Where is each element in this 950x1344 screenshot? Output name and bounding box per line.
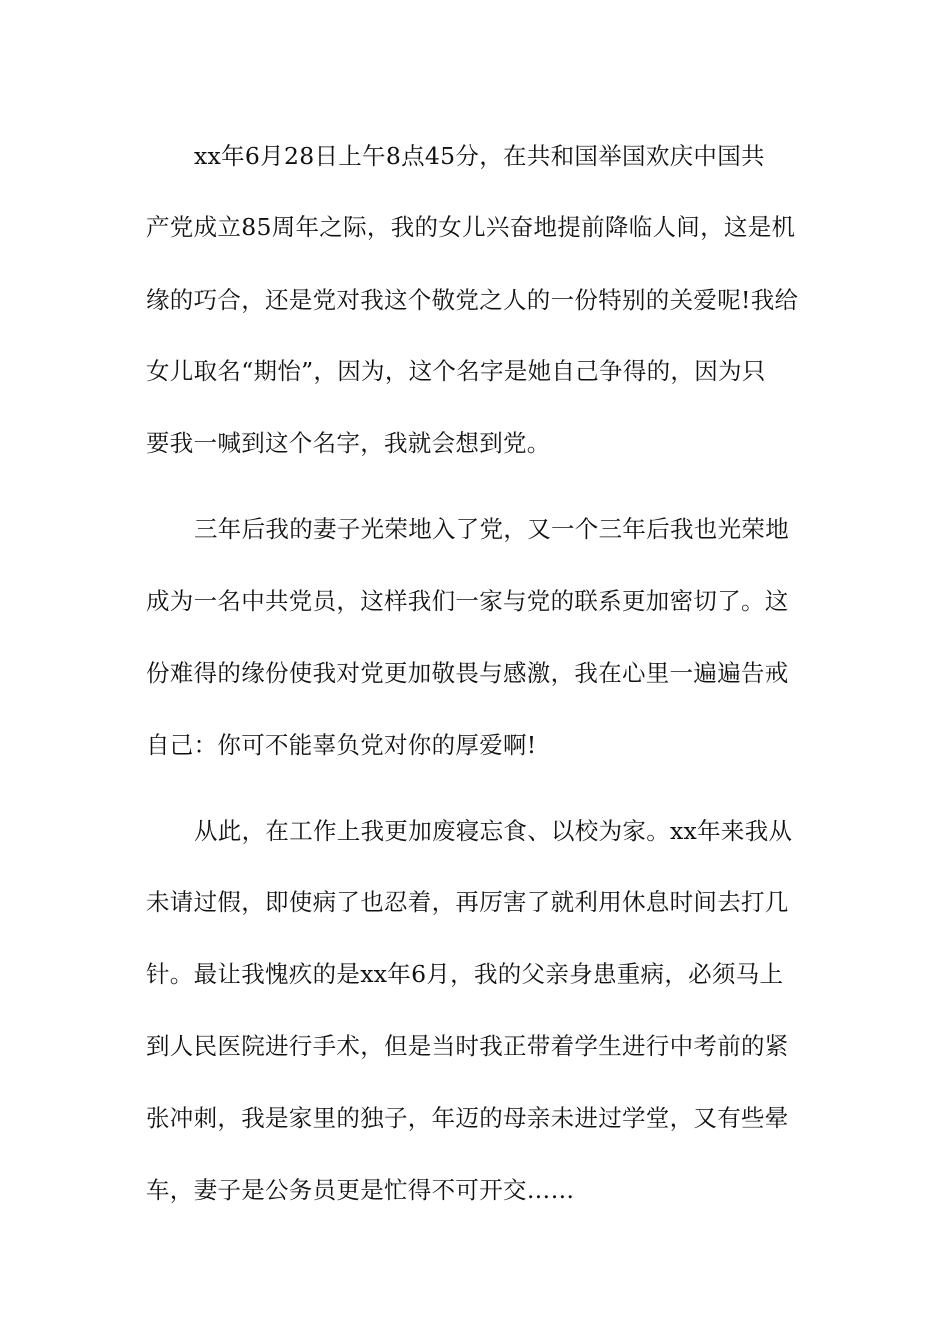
- text-line: 到人民医院进行手术，但是当时我正带着学生进行中考前的紧: [146, 1032, 789, 1060]
- text-line: 自己：你可不能辜负党对你的厚爱啊!: [146, 731, 537, 759]
- text-line: 女儿取名“期怡”，因为，这个名字是她自己争得的，因为只: [146, 357, 766, 385]
- text-line: 车，妻子是公务员更是忙得不可开交……: [146, 1176, 575, 1204]
- text-line: 缘的巧合，还是党对我这个敬党之人的一份特别的关爱呢!我给: [146, 286, 799, 314]
- text-line: 未请过假，即使病了也忍着，再厉害了就利用休息时间去打几: [146, 888, 789, 916]
- text-line: xx年6月28日上午8点45分，在共和国举国欢庆中国共: [194, 142, 765, 170]
- text-line: 产党成立85周年之际，我的女儿兴奋地提前降临人间，这是机: [146, 213, 796, 241]
- text-line: 份难得的缘份使我对党更加敬畏与感激，我在心里一遍遍告戒: [146, 659, 789, 687]
- text-line: 从此，在工作上我更加废寝忘食、以校为家。xx年来我从: [194, 817, 793, 845]
- text-line: 要我一喊到这个名字，我就会想到党。: [146, 429, 551, 457]
- text-line: 张冲刺，我是家里的独子，年迈的母亲未进过学堂，又有些晕: [146, 1104, 789, 1132]
- text-line: 成为一名中共党员，这样我们一家与党的联系更加密切了。这: [146, 587, 789, 615]
- text-line: 三年后我的妻子光荣地入了党，又一个三年后我也光荣地: [194, 515, 789, 543]
- text-line: 针。最让我愧疚的是xx年6月，我的父亲身患重病，必须马上: [146, 960, 784, 988]
